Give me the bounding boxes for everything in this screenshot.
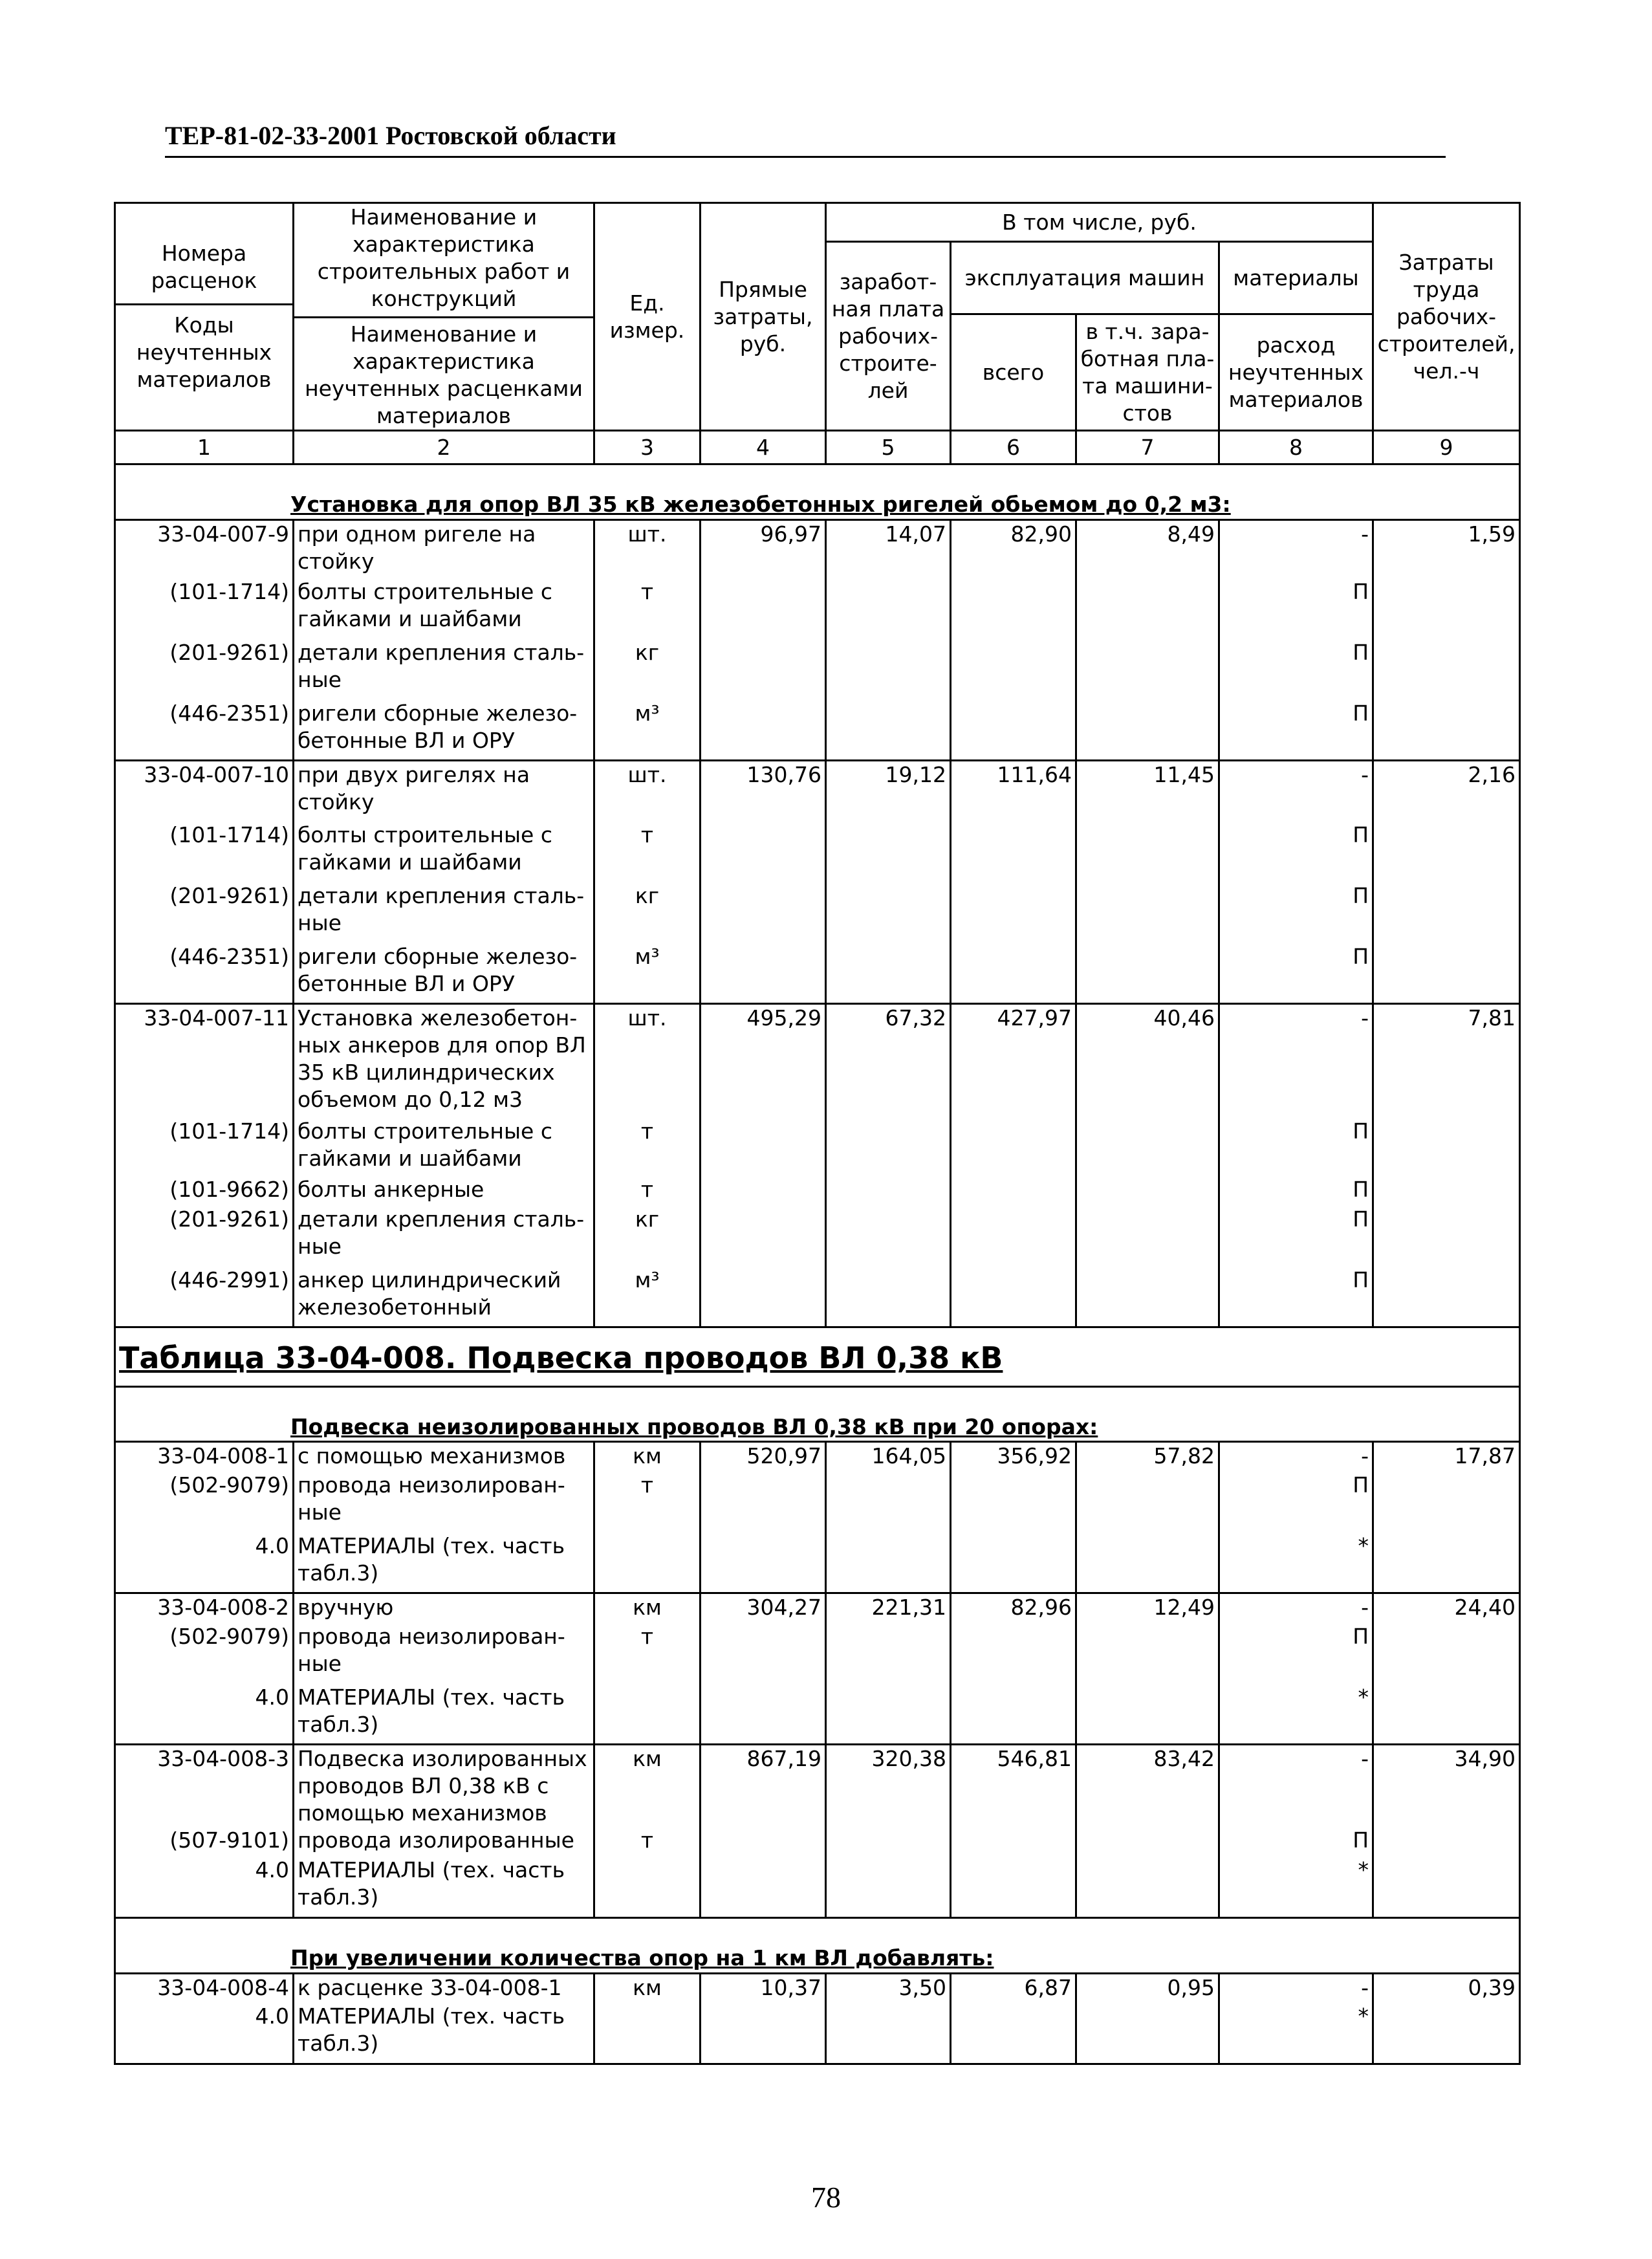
machine-wage-cost [1076,1206,1219,1267]
material-row [115,882,1520,943]
rate-code: 4.0 [115,1533,294,1593]
rate-code: (201-9261) [115,639,294,700]
direct-cost [701,1267,826,1327]
wage-cost [826,943,951,1004]
material-row [115,1857,1520,1917]
rate-code: (101-1714) [115,578,294,639]
direct-cost: 867,19 [701,1745,826,1828]
unit-cell: т [594,578,701,639]
unit-cell: кг [594,639,701,700]
unit-cell: кг [594,882,701,943]
machine-cost [951,1206,1076,1267]
col-num: 9 [1373,431,1520,464]
material-row [115,2003,1520,2064]
material-cell: * [1219,1533,1373,1593]
wage-cost [826,1472,951,1533]
direct-cost [701,700,826,761]
rate-code: (201-9261) [115,882,294,943]
machine-wage-cost [1076,1533,1219,1593]
table-title-text: Таблица 33-04-008. Подвеска проводов ВЛ 0,38 кВ [119,1340,1003,1375]
header-unit: Ед. измер. [594,203,701,431]
material-cell: - [1219,1745,1373,1828]
labor-cost [1373,1176,1520,1206]
unit-cell: т [594,1118,701,1176]
labor-cost [1373,1533,1520,1593]
labor-cost [1373,1827,1520,1857]
direct-cost [701,1206,826,1267]
machine-wage-cost [1076,639,1219,700]
material-cell: * [1219,2003,1373,2064]
wage-cost [826,1857,951,1917]
wage-cost [826,1827,951,1857]
direct-cost [701,1118,826,1176]
rate-code: 33-04-007-9 [115,520,294,578]
rate-code: (201-9261) [115,1206,294,1267]
rate-code: 4.0 [115,2003,294,2064]
machine-wage-cost: 12,49 [1076,1593,1219,1623]
material-cell: - [1219,1004,1373,1118]
labor-cost [1373,1857,1520,1917]
direct-cost [701,1623,826,1684]
labor-cost [1373,1623,1520,1684]
work-name: детали крепления сталь-ные [294,882,594,943]
machine-cost [951,1827,1076,1857]
header-machine-wage: в т.ч. зара-ботная пла-та машини-стов [1076,314,1219,431]
labor-cost [1373,639,1520,700]
price-table [114,202,1521,2065]
wage-cost: 164,05 [826,1442,951,1472]
machine-wage-cost [1076,2003,1219,2064]
unit-cell: км [594,1593,701,1623]
rate-code: 33-04-008-4 [115,1973,294,2003]
machine-cost [951,943,1076,1004]
machine-wage-cost: 8,49 [1076,520,1219,578]
machine-cost [951,1684,1076,1745]
work-name: МАТЕРИАЛЫ (тех. часть табл.3) [294,1533,594,1593]
work-name: при двух ригелях на стойку [294,761,594,822]
labor-cost [1373,2003,1520,2064]
unit-cell [594,1533,701,1593]
material-cell: П [1219,1827,1373,1857]
rate-code: (446-2351) [115,700,294,761]
wage-cost [826,1533,951,1593]
wage-cost: 14,07 [826,520,951,578]
unit-cell: кг [594,1206,701,1267]
wage-cost [826,1267,951,1327]
direct-cost [701,1472,826,1533]
machine-cost [951,1118,1076,1176]
col-num: 6 [951,431,1076,464]
wage-cost [826,822,951,882]
material-row [115,639,1520,700]
section-title-row [115,464,1520,520]
rate-code: 33-04-008-2 [115,1593,294,1623]
wage-cost [826,1623,951,1684]
table-title-row [115,1327,1520,1387]
machine-wage-cost [1076,822,1219,882]
section-title-row [115,1917,1520,1973]
material-cell: * [1219,1857,1373,1917]
page-number: 78 [811,2181,841,2214]
material-row [115,578,1520,639]
wage-cost [826,1206,951,1267]
col-num: 4 [701,431,826,464]
unit-cell: м³ [594,1267,701,1327]
wage-cost: 221,31 [826,1593,951,1623]
header-mat-consumption: расход неучтенных материалов [1219,314,1373,431]
col-num: 3 [594,431,701,464]
material-row [115,1684,1520,1745]
machine-wage-cost: 83,42 [1076,1745,1219,1828]
material-cell: - [1219,520,1373,578]
col-num: 2 [294,431,594,464]
machine-wage-cost [1076,943,1219,1004]
rate-row [115,1973,1520,2003]
material-cell: П [1219,1267,1373,1327]
rate-code: (101-1714) [115,822,294,882]
machine-cost [951,1472,1076,1533]
work-name: Установка железобетон-ных анкеров для опор ВЛ 35 кВ цилиндрических объемом до 0,12 м3 [294,1004,594,1118]
material-row [115,822,1520,882]
machine-wage-cost [1076,1176,1219,1206]
labor-cost [1373,1684,1520,1745]
machine-wage-cost: 11,45 [1076,761,1219,822]
unit-cell: км [594,1442,701,1472]
material-cell: П [1219,822,1373,882]
unit-cell: м³ [594,700,701,761]
labor-cost [1373,882,1520,943]
machine-wage-cost [1076,1267,1219,1327]
header-materials: материалы [1219,242,1373,314]
rate-code: 4.0 [115,1684,294,1745]
machine-cost: 546,81 [951,1745,1076,1828]
direct-cost [701,943,826,1004]
work-name: Подвеска изолированных проводов ВЛ 0,38 кВ с помощью механизмов [294,1745,594,1828]
labor-cost [1373,1472,1520,1533]
section-title-row [115,1387,1520,1442]
document-title: ТЕР-81-02-33-2001 Ростовской области [165,121,616,150]
machine-cost [951,882,1076,943]
labor-cost: 1,59 [1373,520,1520,578]
unit-cell: т [594,1176,701,1206]
direct-cost [701,1176,826,1206]
wage-cost [826,1176,951,1206]
material-cell: - [1219,761,1373,822]
col-num: 8 [1219,431,1373,464]
work-name: МАТЕРИАЛЫ (тех. часть табл.3) [294,1857,594,1917]
wage-cost: 67,32 [826,1004,951,1118]
machine-cost [951,1533,1076,1593]
labor-cost: 7,81 [1373,1004,1520,1118]
direct-cost: 495,29 [701,1004,826,1118]
direct-cost: 10,37 [701,1973,826,2003]
labor-cost [1373,700,1520,761]
unit-cell: шт. [594,1004,701,1118]
work-name: при одном ригеле на стойку [294,520,594,578]
unit-cell [594,1857,701,1917]
work-name: вручную [294,1593,594,1623]
rate-row [115,1745,1520,1828]
direct-cost: 304,27 [701,1593,826,1623]
work-name: провода изолированные [294,1827,594,1857]
direct-cost: 96,97 [701,520,826,578]
material-cell: - [1219,1442,1373,1472]
machine-wage-cost [1076,1684,1219,1745]
machine-cost: 82,96 [951,1593,1076,1623]
material-cell: - [1219,1973,1373,2003]
work-name: болты анкерные [294,1176,594,1206]
wage-cost [826,639,951,700]
machine-cost [951,1176,1076,1206]
machine-cost: 427,97 [951,1004,1076,1118]
direct-cost [701,578,826,639]
direct-cost [701,1684,826,1745]
machine-cost [951,578,1076,639]
header-name: Наименование и характеристика строительных работ и конструкций Наименование и характеристика неучтенных расценками материалов [294,203,594,431]
material-cell: П [1219,1472,1373,1533]
col-num: 1 [115,431,294,464]
material-row [115,1176,1520,1206]
rate-row [115,1593,1520,1623]
wage-cost [826,1118,951,1176]
machine-wage-cost [1076,578,1219,639]
work-name: детали крепления сталь-ные [294,639,594,700]
direct-cost [701,1533,826,1593]
material-cell: * [1219,1684,1373,1745]
machine-wage-cost [1076,1623,1219,1684]
direct-cost [701,2003,826,2064]
machine-cost [951,700,1076,761]
unit-cell [594,1684,701,1745]
rate-row [115,761,1520,822]
machine-wage-cost [1076,700,1219,761]
unit-cell: т [594,1827,701,1857]
material-cell: П [1219,1118,1373,1176]
unit-cell: м³ [594,943,701,1004]
labor-cost [1373,1118,1520,1176]
rate-code: 4.0 [115,1857,294,1917]
unit-cell: шт. [594,520,701,578]
labor-cost: 34,90 [1373,1745,1520,1828]
work-name: с помощью механизмов [294,1442,594,1472]
labor-cost: 24,40 [1373,1593,1520,1623]
labor-cost [1373,943,1520,1004]
labor-cost [1373,822,1520,882]
direct-cost [701,882,826,943]
machine-cost: 6,87 [951,1973,1076,2003]
unit-cell: т [594,822,701,882]
header-wage: заработ-ная плата рабочих-строите-лей [826,242,951,431]
section-title-text: Установка для опор ВЛ 35 кВ железобетонных ригелей обьемом до 0,2 м3: [290,492,1231,517]
direct-cost: 130,76 [701,761,826,822]
rate-code: 33-04-007-10 [115,761,294,822]
material-cell: П [1219,943,1373,1004]
material-cell: П [1219,700,1373,761]
machine-wage-cost [1076,1857,1219,1917]
material-cell: П [1219,1206,1373,1267]
rate-code: 33-04-007-11 [115,1004,294,1118]
machine-cost: 111,64 [951,761,1076,822]
machine-cost [951,1623,1076,1684]
work-name: болты строительные с гайками и шайбами [294,1118,594,1176]
machine-cost: 82,90 [951,520,1076,578]
wage-cost [826,1684,951,1745]
work-name: к расценке 33-04-008-1 [294,1973,594,2003]
rate-row [115,1442,1520,1472]
machine-wage-cost: 0,95 [1076,1973,1219,2003]
wage-cost [826,882,951,943]
rate-row [115,520,1520,578]
wage-cost: 3,50 [826,1973,951,2003]
direct-cost [701,639,826,700]
header-codes: Номера расценок Коды неучтенных материалов [115,203,294,431]
material-row [115,1267,1520,1327]
machine-wage-cost [1076,882,1219,943]
labor-cost: 17,87 [1373,1442,1520,1472]
wage-cost [826,2003,951,2064]
material-row [115,1206,1520,1267]
material-row [115,1472,1520,1533]
wage-cost: 320,38 [826,1745,951,1828]
rate-code: (101-9662) [115,1176,294,1206]
machine-cost [951,822,1076,882]
machine-wage-cost: 57,82 [1076,1442,1219,1472]
section-title [115,464,1520,520]
work-name: детали крепления сталь-ные [294,1206,594,1267]
work-name: провода неизолирован-ные [294,1623,594,1684]
rate-code: (502-9079) [115,1472,294,1533]
material-cell: П [1219,882,1373,943]
rate-code: (446-2991) [115,1267,294,1327]
work-name: МАТЕРИАЛЫ (тех. часть табл.3) [294,2003,594,2064]
section-title-text: Подвеска неизолированных проводов ВЛ 0,38 кВ при 20 опорах: [290,1414,1098,1439]
material-row [115,943,1520,1004]
direct-cost [701,1857,826,1917]
material-cell: П [1219,639,1373,700]
unit-cell: т [594,1472,701,1533]
labor-cost [1373,1267,1520,1327]
wage-cost [826,578,951,639]
document-header [165,120,1446,158]
col-num: 7 [1076,431,1219,464]
table-title [115,1327,1520,1387]
machine-wage-cost [1076,1472,1219,1533]
rate-code: (507-9101) [115,1827,294,1857]
unit-cell [594,2003,701,2064]
work-name: МАТЕРИАЛЫ (тех. часть табл.3) [294,1684,594,1745]
header-total: всего [951,314,1076,431]
work-name: ригели сборные железо-бетонные ВЛ и ОРУ [294,700,594,761]
header-direct: Прямые затраты, руб. [701,203,826,431]
rate-row [115,1004,1520,1118]
section-title [115,1917,1520,1973]
material-cell: П [1219,1623,1373,1684]
material-row [115,1827,1520,1857]
rate-code: (446-2351) [115,943,294,1004]
work-name: ригели сборные железо-бетонные ВЛ и ОРУ [294,943,594,1004]
rate-code: 33-04-008-3 [115,1745,294,1828]
wage-cost [826,700,951,761]
material-cell: П [1219,1176,1373,1206]
direct-cost [701,822,826,882]
work-name: провода неизолирован-ные [294,1472,594,1533]
header-incl: В том числе, руб. [826,203,1373,242]
header-labor: Затраты труда рабочих-строителей, чел.-ч [1373,203,1520,431]
material-row [115,700,1520,761]
header-machines: эксплуатация машин [951,242,1219,314]
col-num: 5 [826,431,951,464]
machine-cost [951,1857,1076,1917]
direct-cost [701,1827,826,1857]
machine-cost [951,2003,1076,2064]
direct-cost: 520,97 [701,1442,826,1472]
work-name: анкер цилиндрический железобетонный [294,1267,594,1327]
material-row [115,1623,1520,1684]
section-title-text: При увеличении количества опор на 1 км ВЛ добавлять: [290,1945,994,1970]
unit-cell: км [594,1973,701,2003]
unit-cell: шт. [594,761,701,822]
machine-wage-cost: 40,46 [1076,1004,1219,1118]
material-row [115,1533,1520,1593]
machine-wage-cost [1076,1827,1219,1857]
labor-cost: 2,16 [1373,761,1520,822]
labor-cost: 0,39 [1373,1973,1520,2003]
machine-cost [951,639,1076,700]
unit-cell: т [594,1623,701,1684]
section-title [115,1387,1520,1442]
work-name: болты строительные с гайками и шайбами [294,822,594,882]
machine-cost [951,1267,1076,1327]
rate-code: 33-04-008-1 [115,1442,294,1472]
material-row [115,1118,1520,1176]
machine-wage-cost [1076,1118,1219,1176]
wage-cost: 19,12 [826,761,951,822]
work-name: болты строительные с гайками и шайбами [294,578,594,639]
machine-cost: 356,92 [951,1442,1076,1472]
rate-code: (101-1714) [115,1118,294,1176]
material-cell: - [1219,1593,1373,1623]
material-cell: П [1219,578,1373,639]
unit-cell: км [594,1745,701,1828]
labor-cost [1373,578,1520,639]
labor-cost [1373,1206,1520,1267]
rate-code: (502-9079) [115,1623,294,1684]
